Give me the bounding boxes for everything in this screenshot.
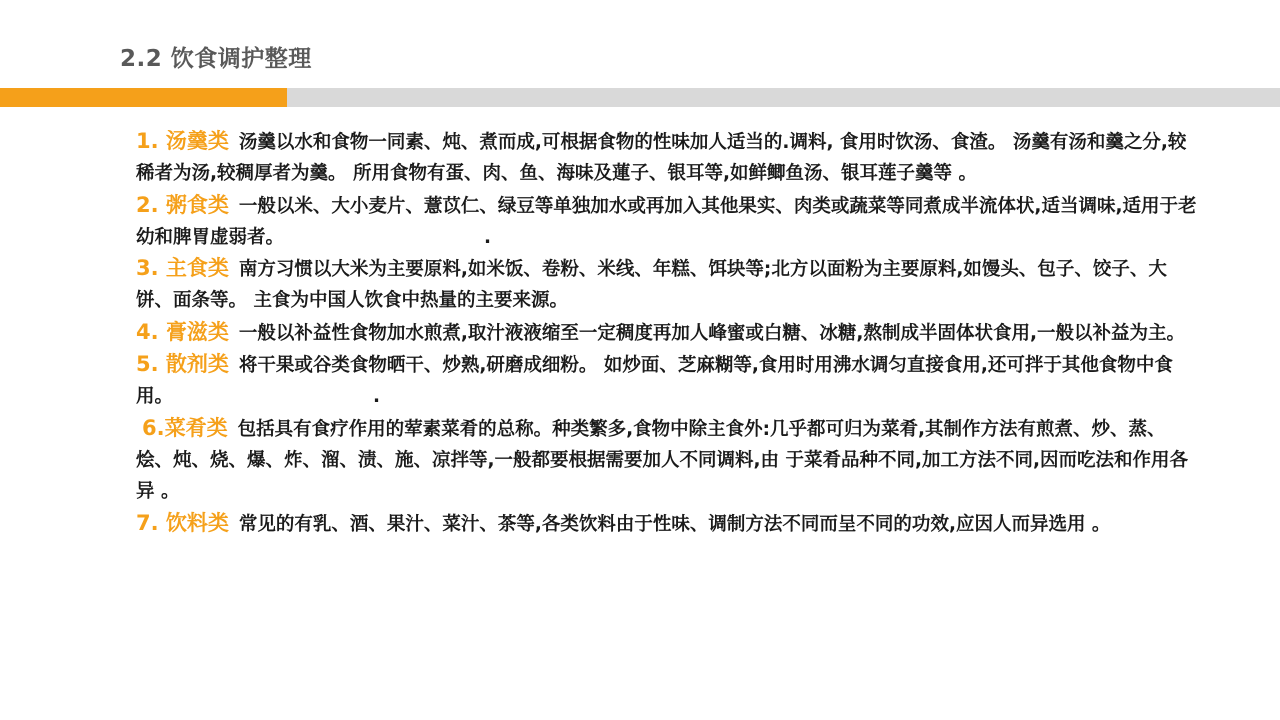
list-item-staple: [136, 253, 1198, 317]
item-text: 将干果或谷类食物晒干、炒熟,研磨成细粉。 如炒面、芝麻糊等,食用时用沸水调匀直接食用,还可拌于其他食物中食用。: [136, 355, 1173, 408]
list-item-powder: [136, 349, 1198, 413]
item-heading: 2. 粥食类: [136, 192, 229, 217]
list-item-soup: [136, 126, 1198, 190]
list-item-porridge: [136, 190, 1198, 254]
item-heading: 6.菜肴类: [142, 415, 228, 440]
header-bar-gray: [287, 88, 1280, 107]
item-heading: 5. 散剂类: [136, 352, 229, 377]
header-bar-accent: [0, 88, 287, 107]
page-title: 2.2 饮食调护整理: [120, 46, 312, 72]
trailing-dot: .: [373, 386, 381, 408]
item-text: 常见的有乳、酒、果汁、菜汁、茶等,各类饮料由于性味、调制方法不同而呈不同的功效,应因人而异选用 。: [238, 513, 1111, 535]
content-list: [136, 126, 1198, 540]
item-text: 包括具有食疗作用的荤素菜肴的总称。种类繁多,食物中除主食外:几乎都可归为菜肴,其制作方法有煎煮、炒、蒸、烩、炖、烧、爆、炸、溜、渍、施、凉拌等,一般都要根据需要加人不同调料,由 于菜肴品种不同,加工方法不同,因而吃法和作用各异 。: [136, 418, 1189, 503]
list-item-drinks: [136, 508, 1198, 540]
item-heading: 4. 膏滋类: [136, 319, 229, 344]
item-heading: 1. 汤羹类: [136, 129, 229, 153]
item-heading: 7. 饮料类: [136, 510, 229, 535]
item-text: 一般以米、大小麦片、薏苡仁、绿豆等单独加水或再加入其他果实、肉类或蔬菜等同煮成半流体状,适当调味,适用于老幼和脾胃虚弱者。: [136, 195, 1197, 248]
list-item-dishes: [136, 413, 1198, 508]
header-bar: [0, 88, 1280, 107]
item-text: 一般以补益性食物加水煎煮,取汁液液缩至一定稠度再加人峰蜜或白糖、冰糖,熬制成半固体状食用,一般以补益为主。: [238, 322, 1185, 344]
trailing-dot: .: [484, 226, 492, 248]
item-heading: 3. 主食类: [136, 256, 229, 281]
list-item-paste: [136, 317, 1198, 349]
item-text: 南方习惯以大米为主要原料,如米饭、卷粉、米线、年糕、饵块等;北方以面粉为主要原料,如馒头、包子、饺子、大饼、面条等。 主食为中国人饮食中热量的主要来源。: [136, 259, 1167, 312]
item-text: 汤羹以水和食物一同素、炖、煮而成,可根据食物的性味加人适当的.调料, 食用时饮汤、食渣。 汤羹有汤和羹之分,较稀者为汤,较稠厚者为羹。 所用食物有蛋、肉、鱼、海味及蓮子、银耳等,如鲜鲫鱼汤、银耳莲子羹等 。: [136, 132, 1187, 185]
